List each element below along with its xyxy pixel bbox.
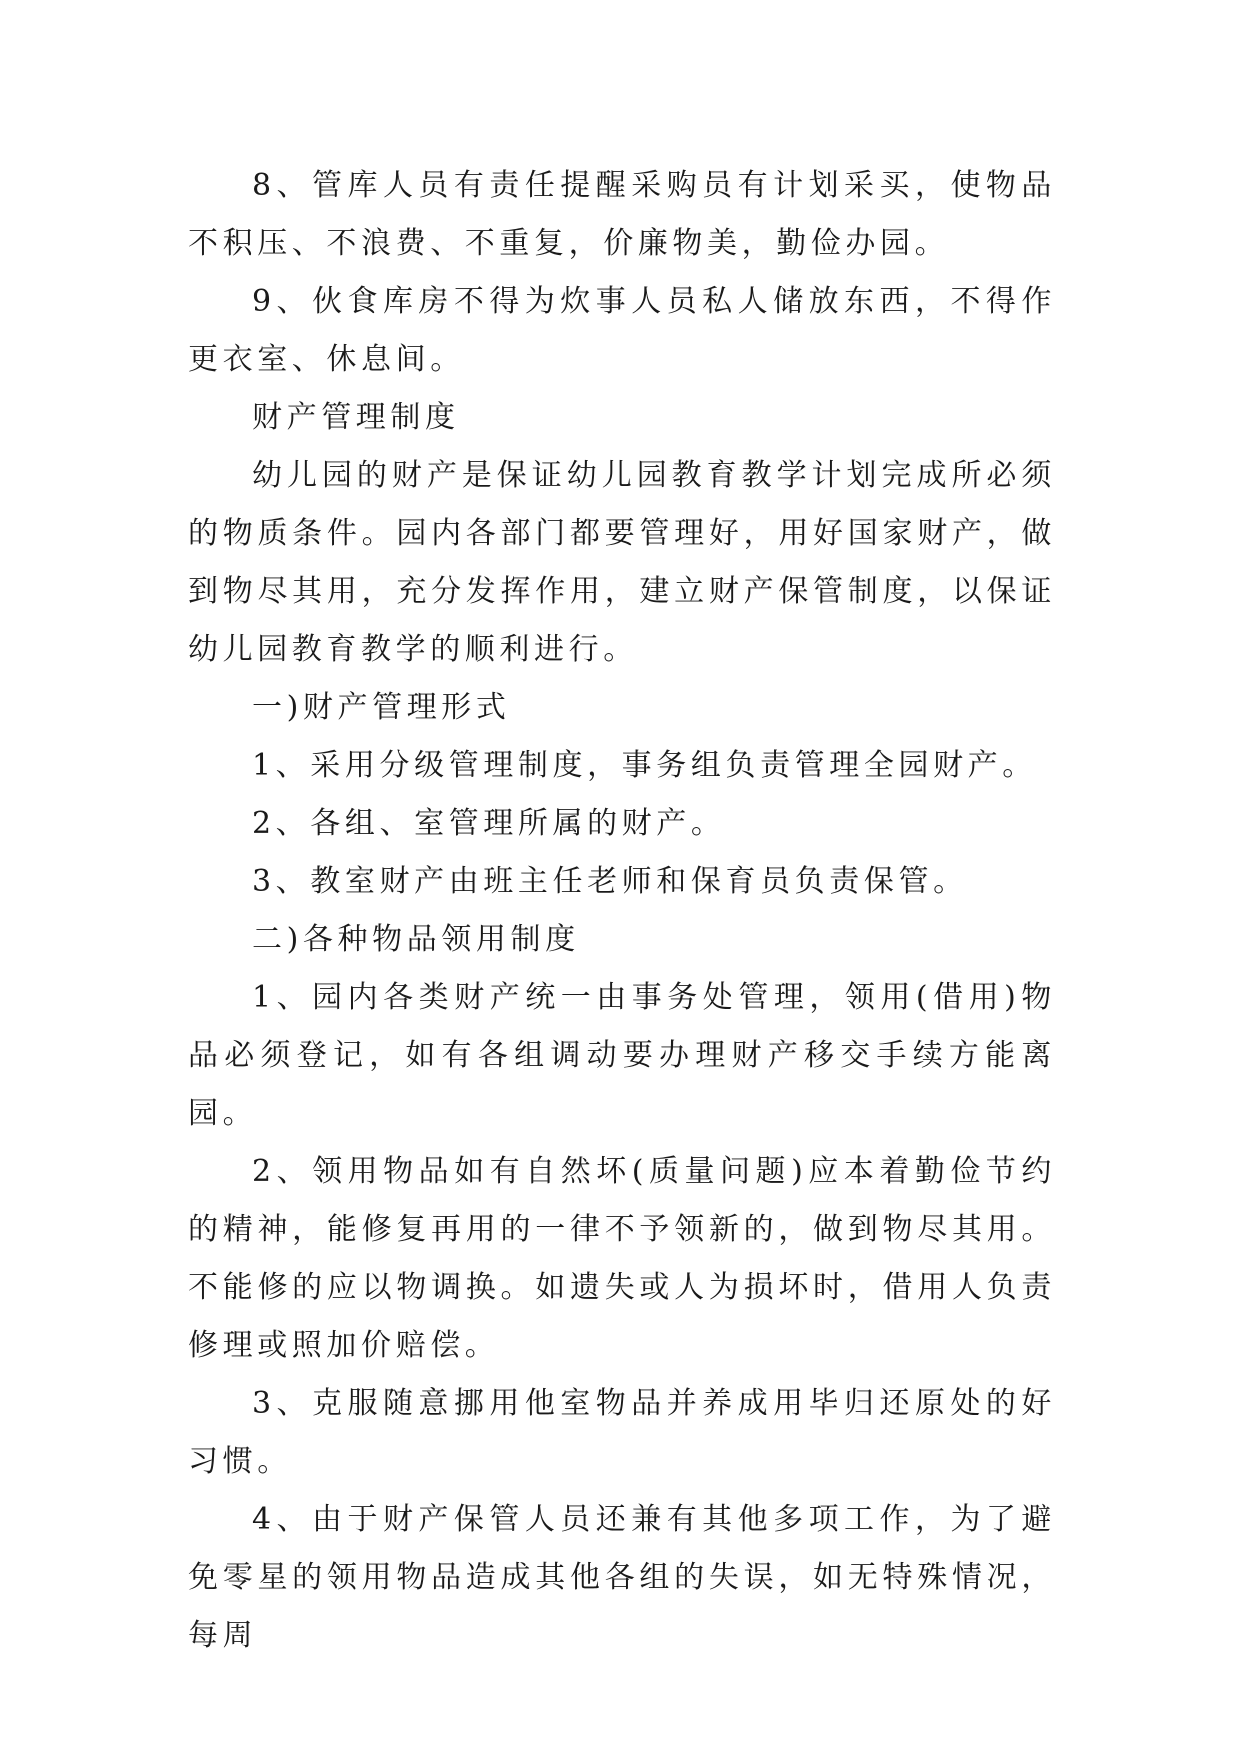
paragraph-item-8: 8、管库人员有责任提醒采购员有计划采买，使物品不积压、不浪费、不重复，价廉物美，勤俭办园。 bbox=[188, 168, 1056, 261]
list-item-1-1: 1、采用分级管理制度，事务组负责管理全园财产。 bbox=[252, 748, 1037, 783]
list-item-1-2: 2、各组、室管理所属的财产。 bbox=[252, 806, 726, 841]
list-item-2-2: 2、领用物品如有自然坏(质量问题)应本着勤俭节约的精神，能修复再用的一律不予领新的，做到物尽其用。不能修的应以物调换。如遗失或人为损坏时，借用人负责修理或照加价赔偿。 bbox=[188, 1154, 1056, 1363]
document-body bbox=[188, 157, 1056, 1665]
list-item-2-3: 3、克服随意挪用他室物品并养成用毕归还原处的好习惯。 bbox=[188, 1386, 1056, 1479]
list-item-1-3: 3、教室财产由班主任老师和保育员负责保管。 bbox=[252, 864, 968, 899]
paragraph-intro: 幼儿园的财产是保证幼儿园教育教学计划完成所必须的物质条件。园内各部门都要管理好，用好国家财产，做到物尽其用，充分发挥作用，建立财产保管制度，以保证幼儿园教育教学的顺利进行。 bbox=[188, 458, 1056, 667]
section-title-property-management: 财产管理制度 bbox=[252, 400, 460, 435]
paragraph-item-9: 9、伙食库房不得为炊事人员私人储放东西，不得作更衣室、休息间。 bbox=[188, 284, 1056, 377]
list-item-2-1: 1、园内各类财产统一由事务处管理，领用(借用)物品必须登记，如有各组调动要办理财产移交手续方能离园。 bbox=[188, 980, 1056, 1131]
subsection-title-1: 一)财产管理形式 bbox=[252, 690, 511, 725]
subsection-title-2: 二)各种物品领用制度 bbox=[252, 922, 580, 957]
list-item-2-4: 4、由于财产保管人员还兼有其他多项工作，为了避免零星的领用物品造成其他各组的失误，如无特殊情况，每周 bbox=[188, 1502, 1056, 1653]
